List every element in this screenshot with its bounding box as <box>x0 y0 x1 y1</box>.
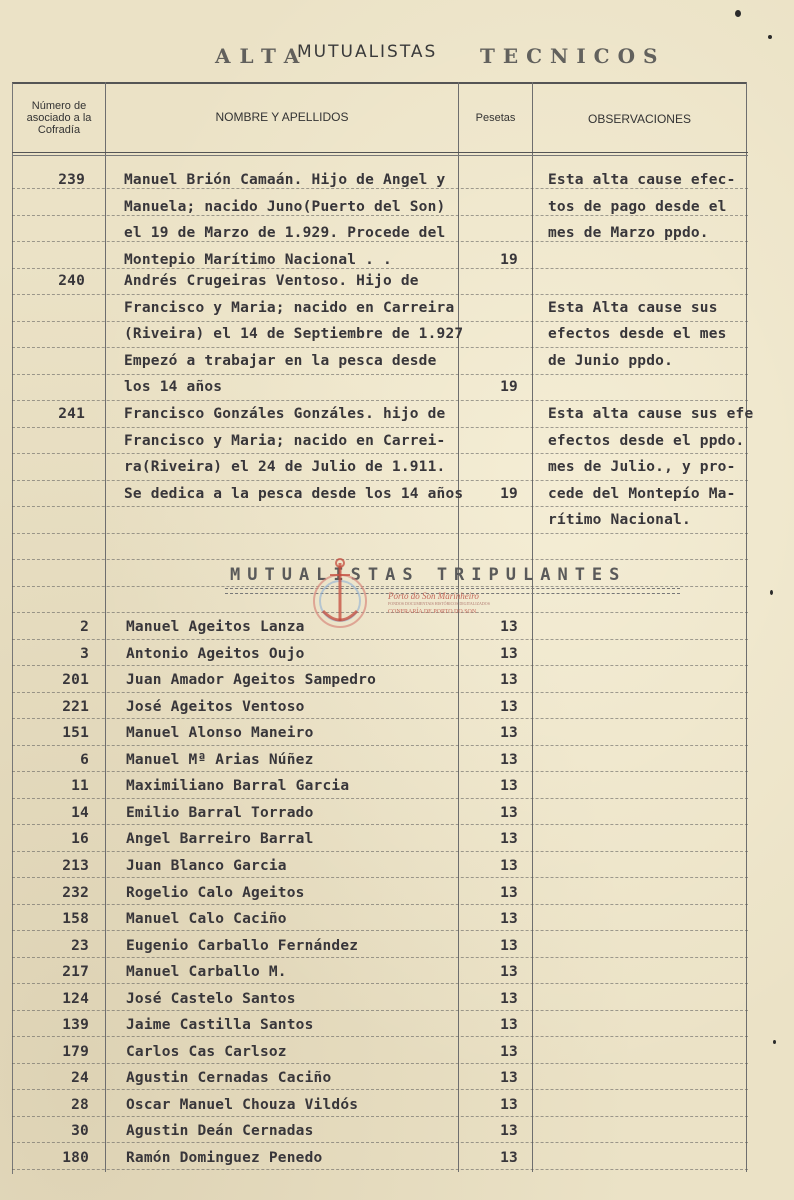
row-number: 221 <box>62 698 89 715</box>
row-name: Agustin Deán Cernadas <box>126 1123 314 1140</box>
entry-name-line: Montepio Marítimo Nacional . . <box>124 251 392 268</box>
ruled-line <box>12 347 748 348</box>
entry-observacion-line: mes de Marzo ppdo. <box>548 225 709 241</box>
row-number: 23 <box>71 937 89 954</box>
ruled-line <box>12 1116 748 1117</box>
row-name: Juan Amador Ageitos Sampedro <box>126 672 377 689</box>
ruled-line <box>12 559 748 560</box>
ruled-line <box>12 904 748 905</box>
row-name: José Castelo Santos <box>126 990 296 1007</box>
row-pesetas: 13 <box>500 964 518 981</box>
ruled-line <box>12 930 748 931</box>
entry-observacion-line: Esta Alta cause sus <box>548 299 718 316</box>
row-number: 232 <box>62 884 89 901</box>
row-pesetas: 13 <box>500 831 518 848</box>
row-pesetas: 13 <box>500 1070 518 1087</box>
heading-printed-mutualistas: MUTUALISTAS <box>297 42 438 62</box>
row-number: 158 <box>62 911 89 928</box>
ink-speck <box>768 35 772 39</box>
column-divider <box>746 82 747 1172</box>
row-name: Manuel Ageitos Lanza <box>126 619 305 635</box>
ruled-line <box>12 321 748 322</box>
ruled-line <box>12 427 748 428</box>
row-number: 16 <box>71 831 89 848</box>
row-name: Emilio Barral Torrado <box>126 804 314 821</box>
ruled-line <box>12 1010 748 1011</box>
row-name: Manuel Carballo M. <box>126 964 287 981</box>
row-pesetas: 13 <box>500 1123 518 1140</box>
ruled-line <box>12 983 748 984</box>
entry-pesetas: 19 <box>500 379 518 395</box>
row-number: 213 <box>62 857 89 874</box>
ruled-line <box>12 294 748 295</box>
row-name: Rogelio Calo Ageitos <box>126 884 305 901</box>
ruled-line <box>12 665 748 666</box>
row-pesetas: 13 <box>500 1096 518 1113</box>
ruled-line <box>12 612 748 613</box>
ruled-line <box>12 241 748 242</box>
header-nombre: NOMBRE Y APELLIDOS <box>215 110 349 124</box>
row-name: José Ageitos Ventoso <box>126 698 305 715</box>
confraria-stamp-logo <box>305 555 375 635</box>
heading-typed-alta: ALTA <box>215 44 309 68</box>
ink-speck <box>773 1040 776 1044</box>
entry-name-line: Manuel Brión Camaán. Hijo de Angel y <box>124 172 446 188</box>
header-numero: Número de asociado a la Cofradía <box>26 100 92 136</box>
row-number: 6 <box>80 751 89 768</box>
ruled-line <box>12 798 748 799</box>
ruled-line <box>12 692 748 693</box>
ruled-line <box>12 718 748 719</box>
row-number: 179 <box>62 1043 89 1060</box>
ruled-line <box>12 400 748 401</box>
ruled-line <box>12 1169 748 1170</box>
row-number: 139 <box>62 1017 89 1034</box>
row-name: Jaime Castilla Santos <box>126 1017 314 1034</box>
ruled-line <box>12 506 748 507</box>
column-divider <box>458 82 459 1172</box>
row-pesetas: 13 <box>500 857 518 874</box>
row-name: Manuel Mª Arias Núñez <box>126 751 314 768</box>
row-name: Ramón Dominguez Penedo <box>126 1150 323 1166</box>
ruled-line <box>12 957 748 958</box>
row-pesetas: 13 <box>500 1017 518 1034</box>
ruled-line <box>12 533 748 534</box>
row-name: Angel Barreiro Barral <box>126 831 314 848</box>
row-name: Eugenio Carballo Fernández <box>126 937 359 954</box>
entry-name-line: ra(Riveira) el 24 de Julio de 1.911. <box>124 459 446 475</box>
ruled-line <box>12 268 748 269</box>
entry-number: 241 <box>58 406 85 422</box>
row-pesetas: 13 <box>500 751 518 768</box>
ruled-line <box>12 745 748 746</box>
page-heading <box>0 40 794 70</box>
entry-name-line: Se dedica a la pesca desde los 14 años <box>124 485 464 502</box>
row-name: Carlos Cas Carlsoz <box>126 1043 287 1060</box>
ruled-line <box>12 639 748 640</box>
row-name: Manuel Alonso Maneiro <box>126 725 314 742</box>
header-rule <box>12 152 748 153</box>
row-number: 2 <box>80 619 89 635</box>
row-pesetas: 13 <box>500 645 518 662</box>
row-number: 14 <box>71 804 89 821</box>
entry-observacion-line: rítimo Nacional. <box>548 512 691 528</box>
ruled-line <box>12 215 748 216</box>
entry-name-line: Manuela; nacido Juno(Puerto del Son) <box>124 198 446 215</box>
row-number: 11 <box>71 778 89 795</box>
ruled-line <box>12 453 748 454</box>
entry-observacion-line: efectos desde el mes <box>548 326 727 342</box>
entry-observacion-line: mes de Julio., y pro- <box>548 459 736 475</box>
row-name: Maximiliano Barral Garcia <box>126 778 350 795</box>
ruled-line <box>12 1036 748 1037</box>
row-pesetas: 13 <box>500 778 518 795</box>
row-number: 3 <box>80 645 89 662</box>
ruled-line <box>12 1063 748 1064</box>
ruled-line <box>12 1089 748 1090</box>
tripulantes-title: MUTUALISTAS TRIPULANTES <box>230 565 627 585</box>
confraria-stamp-text: Porto do Son Marinheiro FONDOS DOCUMENTAIS HISTÓRICOS DIGITALIZADOS CONFRARÍA DE PORTO DO SON <box>388 591 490 615</box>
row-pesetas: 13 <box>500 990 518 1007</box>
entry-name-line: los 14 años <box>124 379 223 395</box>
entry-name-line: Andrés Crugeiras Ventoso. Hijo de <box>124 273 419 289</box>
row-pesetas: 13 <box>500 672 518 689</box>
row-number: 24 <box>71 1070 89 1087</box>
entry-pesetas: 19 <box>500 485 518 502</box>
entry-name-line: Empezó a trabajar en la pesca desde <box>124 352 437 369</box>
entry-name-line: Francisco y Maria; nacido en Carreira <box>124 299 455 316</box>
header-rule <box>12 155 748 156</box>
entry-observacion-line: Esta alta cause sus efe <box>548 406 754 422</box>
row-pesetas: 13 <box>500 725 518 742</box>
entry-observacion-line: tos de pago desde el <box>548 198 727 215</box>
entry-name-line: Francisco Gonzáles Gonzáles. hijo de <box>124 406 446 422</box>
row-name: Antonio Ageitos Oujo <box>126 645 305 662</box>
ink-speck <box>770 590 773 595</box>
row-number: 151 <box>62 725 89 742</box>
ruled-line <box>12 1142 748 1143</box>
row-pesetas: 13 <box>500 937 518 954</box>
row-number: 201 <box>62 672 89 689</box>
entry-name-line: Francisco y Maria; nacido en Carrei- <box>124 432 446 449</box>
entry-observacion-line: cede del Montepío Ma- <box>548 485 736 502</box>
ruled-line <box>12 586 748 587</box>
row-number: 180 <box>62 1150 89 1166</box>
row-name: Oscar Manuel Chouza Vildós <box>126 1096 359 1113</box>
ruled-line <box>12 771 748 772</box>
ruled-line <box>12 824 748 825</box>
row-pesetas: 13 <box>500 1043 518 1060</box>
entry-observacion-line: efectos desde el ppdo. <box>548 432 745 449</box>
row-pesetas: 13 <box>500 911 518 928</box>
row-pesetas: 13 <box>500 619 518 635</box>
entry-number: 239 <box>58 172 85 188</box>
entry-observacion-line: Esta alta cause efec- <box>548 172 736 188</box>
heading-typed-tecnicos: TECNICOS <box>480 44 666 68</box>
row-number: 124 <box>62 990 89 1007</box>
row-number: 217 <box>62 964 89 981</box>
entry-name-line: (Riveira) el 14 de Septiembre de 1.927 <box>124 326 464 342</box>
ruled-line <box>12 374 748 375</box>
row-pesetas: 13 <box>500 698 518 715</box>
row-name: Manuel Calo Caciño <box>126 911 287 928</box>
row-number: 28 <box>71 1096 89 1113</box>
row-pesetas: 13 <box>500 884 518 901</box>
row-pesetas: 13 <box>500 1150 518 1166</box>
header-observaciones: OBSERVACIONES <box>588 112 691 126</box>
ink-speck <box>735 10 741 17</box>
header-pesetas: Pesetas <box>475 112 516 124</box>
title-underline <box>225 588 680 589</box>
ruled-line <box>12 480 748 481</box>
ruled-line <box>12 851 748 852</box>
ruled-line <box>12 188 748 189</box>
row-number: 30 <box>71 1123 89 1140</box>
row-name: Agustin Cernadas Caciño <box>126 1070 332 1087</box>
column-divider <box>105 82 106 1172</box>
entry-pesetas: 19 <box>500 251 518 268</box>
entry-name-line: el 19 de Marzo de 1.929. Procede del <box>124 225 446 241</box>
ruled-line <box>12 877 748 878</box>
entry-observacion-line: de Junio ppdo. <box>548 352 674 369</box>
column-divider <box>532 82 533 1172</box>
row-pesetas: 13 <box>500 804 518 821</box>
row-name: Juan Blanco Garcia <box>126 857 287 874</box>
entry-number: 240 <box>58 273 85 289</box>
